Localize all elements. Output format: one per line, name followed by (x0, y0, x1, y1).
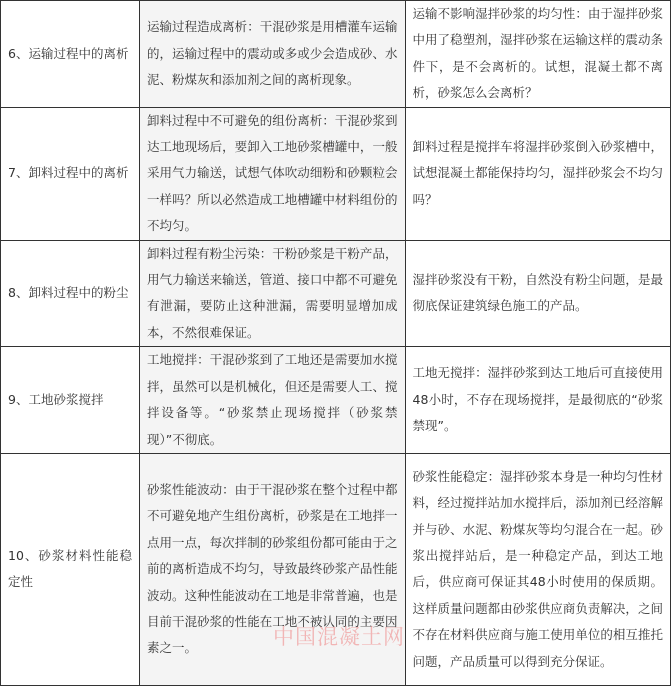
dry-mortar-text: 卸料过程中不可避免的组份离析：干混砂浆到达工地现场后，要卸入工地砂浆槽罐中，一般采用气力输送，试想气体吹动细粉和砂颗粒会一样吗？所以必然造成工地槽罐中材料组份的不均匀。 (147, 112, 398, 234)
wet-mortar-text: 卸料过程是搅拌车将湿拌砂浆倒入砂浆槽中，试想混凝土都能保持均匀，湿拌砂浆会不均匀吗？ (412, 139, 663, 207)
table-row (1, 347, 671, 454)
dry-mortar-cell (140, 1, 406, 108)
wet-mortar-cell (405, 240, 671, 347)
row-label: 9、工地砂浆搅拌 (8, 391, 104, 407)
table-row (1, 107, 671, 240)
wet-mortar-text: 工地无搅拌：湿拌砂浆到达工地后可直接使用48小时，不存在现场搅拌，是最彻底的“砂浆禁现”。 (412, 365, 663, 434)
table-row (1, 1, 671, 108)
row-label: 7、卸料过程中的离析 (8, 165, 129, 181)
row-label-cell (1, 347, 140, 454)
dry-mortar-text: 卸料过程有粉尘污染：干粉砂浆是干粉产品，用气力输送来输送，管道、接口中都不可避免有泄漏，要防止这种泄漏，需要明显增加成本，不然很难保证。 (147, 245, 398, 340)
row-label: 10、砂浆材料性能稳定性 (8, 548, 132, 590)
site-watermark: 中国混凝土网 (273, 625, 405, 649)
wet-mortar-cell (405, 453, 671, 685)
dry-mortar-text: 砂浆性能波动：由于干混砂浆在整个过程中都不可避免地产生组份离析，砂浆是在工地拌一点用一点，每次拌制的砂浆组份都可能由于之前的离析造成不均匀，导致最终砂浆产品性能波动。这种性能波动在工地是非常普遍，也是目前干混砂浆的性能在工地不被认同的主要因素之一。 (147, 481, 398, 656)
wet-mortar-text: 运输不影响湿拌砂浆的均匀性：由于湿拌砂浆中用了稳塑剂，湿拌砂浆在运输这样的震动条件下，是不会离析的。试想，混凝土都不离析，砂浆怎么会离析？ (412, 6, 663, 101)
row-label-cell (1, 107, 140, 240)
dry-mortar-cell (140, 347, 406, 454)
dry-mortar-text: 工地搅拌：干混砂浆到了工地还是需要加水搅拌，虽然可以是机械化，但还是需要人工、搅拌设备等。“砂浆禁止现场搅拌（砂浆禁现）”不彻底。 (147, 352, 398, 447)
dry-mortar-cell (140, 107, 406, 240)
row-label: 6、运输过程中的离析 (8, 45, 129, 61)
table-row (1, 240, 671, 347)
wet-mortar-cell (405, 1, 671, 108)
wet-mortar-cell (405, 107, 671, 240)
wet-mortar-text: 湿拌砂浆没有干粉，自然没有粉尘问题，是最彻底保证建筑绿色施工的产品。 (412, 272, 663, 314)
table-row (1, 453, 671, 685)
wet-mortar-text: 砂浆性能稳定：湿拌砂浆本身是一种均匀性材料，经过搅拌站加水搅拌后，添加剂已经溶解并与砂、水泥、粉煤灰等均匀混合在一起。砂浆出搅拌站后，是一种稳定产品，到达工地后，供应商可保证其48小时使用的保质期。这样质量问题都由砂浆供应商负责解决，之间不存在材料供应商与施工使用单位的相互推托问题，产品质量可以得到充分保证。 (412, 468, 663, 669)
row-label-cell (1, 453, 140, 685)
dry-mortar-text: 运输过程造成离析：干混砂浆是用槽灌车运输的，运输过程中的震动或多或少会造成砂、水泥、粉煤灰和添加剂之间的离析现象。 (147, 19, 398, 88)
row-label-cell (1, 240, 140, 347)
dry-mortar-cell (140, 453, 406, 685)
row-label-cell (1, 1, 140, 108)
table-body (1, 1, 671, 686)
dry-mortar-cell (140, 240, 406, 347)
wet-mortar-cell (405, 347, 671, 454)
row-label: 8、卸料过程中的粉尘 (8, 285, 129, 301)
